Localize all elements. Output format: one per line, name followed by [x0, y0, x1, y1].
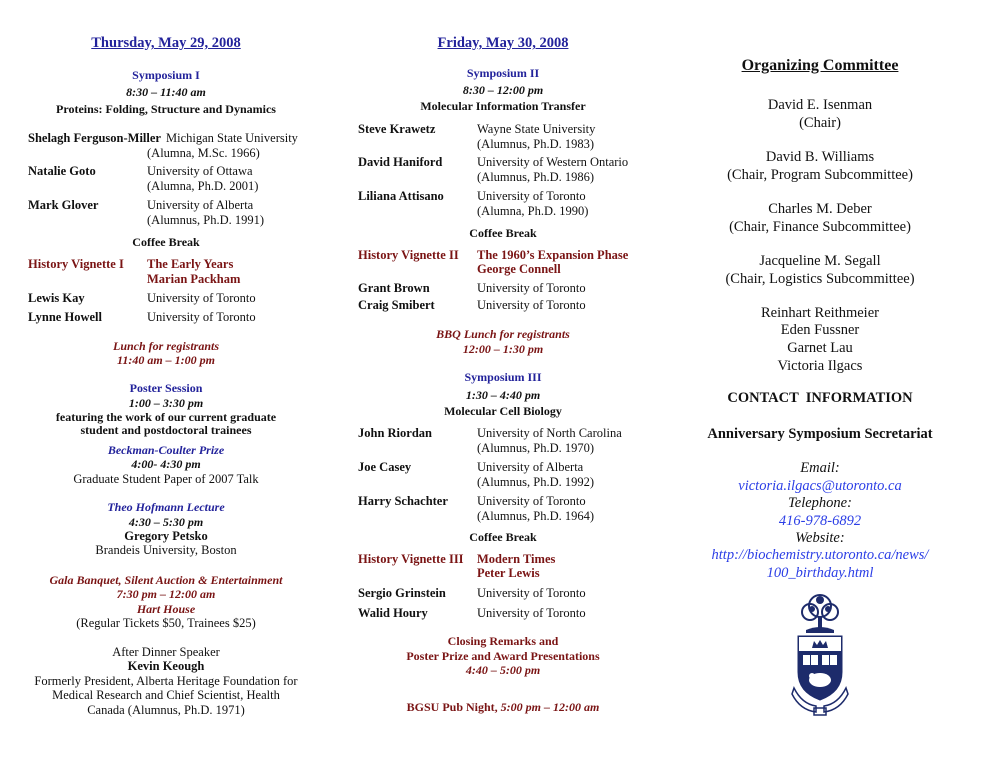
gala-time: 7:30 pm – 12:00 am	[116, 587, 216, 601]
speaker-affiliation: University of Western Ontario	[477, 155, 629, 169]
speaker-name: Steve Krawetz	[358, 122, 436, 136]
committee-member-role: (Chair, Logistics Subcommittee)	[725, 271, 915, 287]
dinner-speaker-name: Kevin Keough	[127, 659, 205, 673]
vignette-speaker: Marian Packham	[147, 272, 241, 286]
email-label: Email:	[800, 460, 840, 476]
speaker-affiliation: University of Toronto	[477, 189, 586, 203]
speaker-affiliation: University of Toronto	[477, 494, 586, 508]
speaker-affiliation: Michigan State University	[166, 131, 298, 145]
gala-title: Gala Banquet, Silent Auction & Entertainment	[49, 573, 283, 587]
shield-icon	[798, 636, 842, 700]
lunch-title: Lunch for registrants	[112, 339, 220, 353]
secretariat: Anniversary Symposium Secretariat	[707, 426, 933, 442]
telephone-label: Telephone:	[788, 495, 852, 511]
vignette-label: History Vignette I	[28, 257, 124, 271]
speaker-affiliation: University of Alberta	[477, 460, 584, 474]
vignette-speaker: Peter Lewis	[477, 566, 540, 580]
prize-time: 4:00- 4:30 pm	[131, 457, 201, 471]
bbq-lunch-time: 12:00 – 1:30 pm	[462, 342, 544, 356]
lunch-time: 11:40 am – 1:00 pm	[117, 353, 215, 367]
speaker-name: Sergio Grinstein	[358, 586, 446, 600]
committee-member: Reinhart Reithmeier	[761, 305, 879, 321]
speaker-affiliation: University of Alberta	[147, 198, 254, 212]
speaker-note: (Alumnus, Ph.D. 1986)	[477, 170, 595, 184]
speaker-note: (Alumnus, Ph.D. 1964)	[477, 509, 595, 523]
committee-member-name: David E. Isenman	[767, 97, 873, 113]
coffee-break: Coffee Break	[132, 235, 200, 249]
lecture-time: 4:30 – 5:30 pm	[128, 515, 204, 529]
friday-heading: Friday, May 30, 2008	[437, 35, 569, 51]
vignette-title: The 1960’s Expansion Phase	[477, 248, 629, 262]
lecture-affiliation: Brandeis University, Boston	[95, 543, 237, 557]
gala-venue: Hart House	[136, 602, 196, 616]
speaker-name: Shelagh Ferguson-Miller	[28, 131, 161, 145]
speaker-note: (Alumnus, Ph.D. 1970)	[477, 441, 595, 455]
telephone-link[interactable]: 416-978-6892	[778, 513, 862, 529]
pub-night	[358, 700, 648, 715]
pub-night-time: 5:00 pm – 12:00 am	[500, 700, 600, 714]
speaker-affiliation: University of Toronto	[147, 310, 256, 324]
speaker-name: Natalie Goto	[28, 164, 96, 178]
dinner-speaker-bio-3: Canada (Alumnus, Ph.D. 1971)	[87, 703, 245, 717]
committee-heading: Organizing Committee	[741, 57, 899, 74]
vignette-title: Modern Times	[477, 552, 556, 566]
committee-member-role: (Chair, Program Subcommittee)	[727, 167, 913, 183]
dinner-speaker-bio-1: Formerly President, Alberta Heritage Foundation for	[34, 674, 298, 688]
coffee-break: Coffee Break	[469, 530, 537, 544]
committee-member: Garnet Lau	[787, 340, 853, 356]
speaker-name: Lewis Kay	[28, 291, 85, 305]
speaker-name: John Riordan	[358, 426, 432, 440]
award-presentations: Poster Prize and Award Presentations	[406, 649, 600, 663]
speaker-note: (Alumna, M.Sc. 1966)	[147, 146, 260, 160]
pub-night-label: BGSU Pub Night,	[406, 700, 498, 714]
committee-member-role: (Chair)	[799, 115, 841, 131]
vignette-title: The Early Years	[147, 257, 234, 271]
committee-member-name: Charles M. Deber	[768, 201, 872, 217]
symposium-2-title: Symposium II	[466, 66, 540, 80]
lecture-speaker: Gregory Petsko	[124, 529, 208, 543]
symposium-1-theme: Proteins: Folding, Structure and Dynamics	[56, 102, 276, 116]
dinner-speaker-bio-2: Medical Research and Chief Scientist, Health	[52, 688, 280, 702]
poster-session-title: Poster Session	[129, 381, 203, 395]
bbq-lunch-title: BBQ Lunch for registrants	[436, 327, 570, 341]
speaker-affiliation: University of Toronto	[477, 586, 586, 600]
vignette-label: History Vignette III	[358, 552, 464, 566]
symposium-2-theme: Molecular Information Transfer	[420, 99, 586, 113]
contact-heading: CONTACT INFORMATION	[727, 390, 913, 406]
committee-member: Victoria Ilgacs	[777, 358, 863, 374]
speaker-note: (Alumnus, Ph.D. 1992)	[477, 475, 595, 489]
speaker-affiliation: University of Toronto	[477, 281, 586, 295]
speaker-name: Liliana Attisano	[358, 189, 444, 203]
speaker-name: Harry Schachter	[358, 494, 448, 508]
poster-session-desc-2: student and postdoctoral trainees	[80, 423, 252, 437]
speaker-note: (Alumnus, Ph.D. 1983)	[477, 137, 595, 151]
university-crest-icon	[788, 588, 852, 718]
speaker-affiliation: University of North Carolina	[477, 426, 622, 440]
thursday-heading: Thursday, May 29, 2008	[91, 35, 241, 51]
symposium-3-title: Symposium III	[464, 370, 542, 384]
website-link-line-1[interactable]: http://biochemistry.utoronto.ca/news/	[711, 547, 929, 563]
speaker-name: Lynne Howell	[28, 310, 102, 324]
symposium-3-time: 1:30 – 4:40 pm	[465, 388, 541, 402]
speaker-name: Joe Casey	[358, 460, 412, 474]
committee-member: Eden Fussner	[780, 322, 860, 338]
speaker-name: Craig Smibert	[358, 298, 435, 312]
speaker-name: Walid Houry	[358, 606, 428, 620]
speaker-affiliation: University of Toronto	[477, 298, 586, 312]
speaker-name: David Haniford	[358, 155, 443, 169]
symposium-3-theme: Molecular Cell Biology	[444, 404, 562, 418]
prize-title: Beckman-Coulter Prize	[107, 443, 225, 457]
speaker-affiliation: Wayne State University	[477, 122, 596, 136]
speaker-note: (Alumnus, Ph.D. 1991)	[147, 213, 265, 227]
committee-member-role: (Chair, Finance Subcommittee)	[729, 219, 911, 235]
speaker-name: Grant Brown	[358, 281, 430, 295]
speaker-note: (Alumna, Ph.D. 1990)	[477, 204, 589, 218]
website-label: Website:	[795, 530, 845, 546]
poster-session-desc-1: featuring the work of our current graduate	[55, 410, 277, 424]
symposium-1-title: Symposium I	[132, 68, 200, 82]
closing-time: 4:40 – 5:00 pm	[465, 663, 541, 677]
symposium-2-time: 8:30 – 12:00 pm	[462, 83, 544, 97]
speaker-affiliation: University of Toronto	[477, 606, 586, 620]
vignette-label: History Vignette II	[358, 248, 459, 262]
email-link[interactable]: victoria.ilgacs@utoronto.ca	[738, 478, 902, 494]
speaker-affiliation: University of Ottawa	[147, 164, 253, 178]
speaker-name: Mark Glover	[28, 198, 99, 212]
closing-remarks: Closing Remarks and	[447, 634, 559, 648]
tree-icon	[802, 595, 838, 633]
vignette-speaker: George Connell	[477, 262, 561, 276]
gala-tickets: (Regular Tickets $50, Trainees $25)	[76, 616, 256, 630]
speaker-note: (Alumna, Ph.D. 2001)	[147, 179, 259, 193]
speaker-affiliation: University of Toronto	[147, 291, 256, 305]
committee-member-name: Jacqueline M. Segall	[759, 253, 881, 269]
website-link-line-2[interactable]: 100_birthday.html	[766, 565, 874, 581]
prize-desc: Graduate Student Paper of 2007 Talk	[73, 472, 259, 486]
poster-session-time: 1:00 – 3:30 pm	[128, 396, 204, 410]
lecture-title: Theo Hofmann Lecture	[107, 500, 225, 514]
committee-member-name: David B. Williams	[765, 149, 875, 165]
symposium-1-time: 8:30 – 11:40 am	[126, 85, 206, 99]
coffee-break: Coffee Break	[469, 226, 537, 240]
dinner-speaker-label: After Dinner Speaker	[112, 645, 220, 659]
